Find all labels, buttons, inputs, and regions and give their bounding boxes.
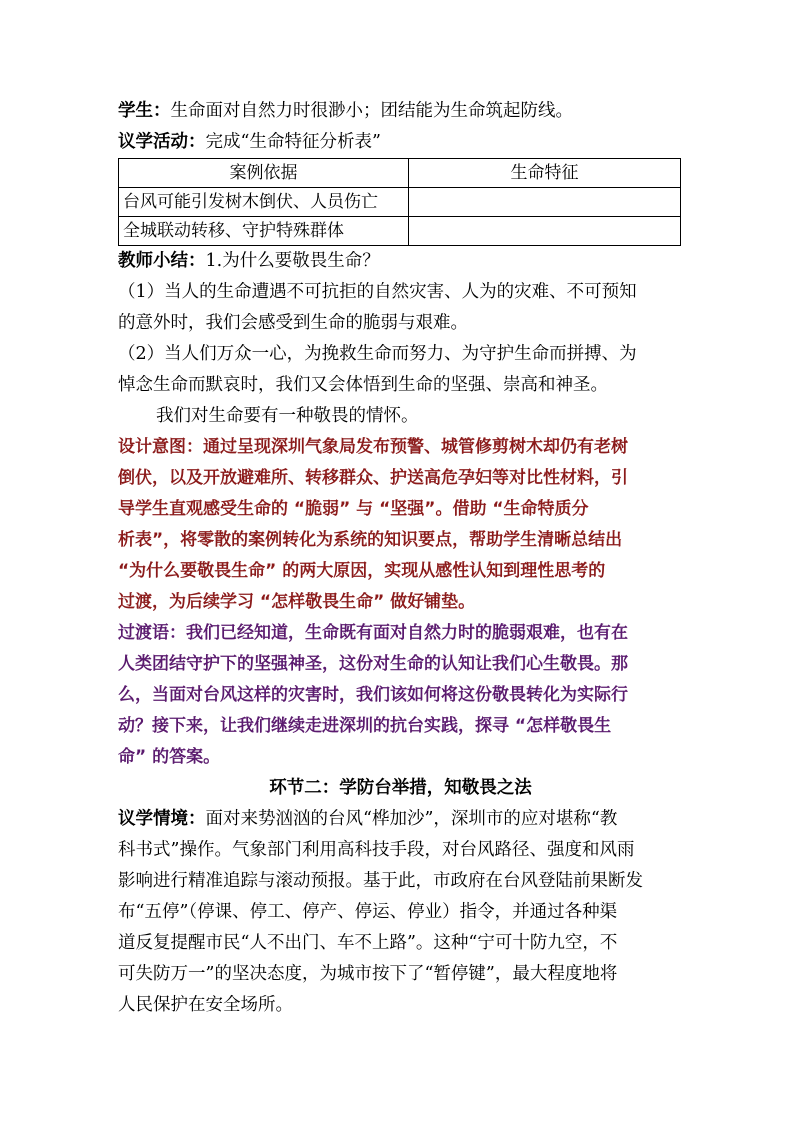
document-page (118, 96, 683, 1021)
table-row (119, 217, 681, 246)
transition-line: 命” 的答案。 (118, 747, 221, 767)
design-intent (118, 432, 683, 618)
design-line: 析表”，将零散的案例转化为系统的知识要点，帮助学生清晰总结出 (118, 530, 623, 550)
point-1-line-1: （1）当人的生命遭遇不可抗拒的自然灾害、人为的灾难、不可预知 (118, 282, 637, 302)
activity-line (118, 127, 683, 158)
table-cell-empty (409, 188, 681, 217)
table-header-feature: 生命特征 (409, 159, 681, 188)
table-header-row (119, 159, 681, 188)
situation-line: 科书式”操作。气象部门利用高科技手段，对台风路径、强度和风雨 (118, 840, 635, 860)
situation-line: 影响进行精准追踪与滚动预报。基于此，市政府在台风登陆前果断发 (118, 871, 643, 891)
design-line: 导学生直观感受生命的 “脆弱” 与 “坚强”。借助 “生命特质分 (118, 499, 589, 519)
student-text: 生命面对自然力时很渺小；团结能为生命筑起防线。 (170, 101, 573, 121)
summary-label: 教师小结： (118, 251, 206, 271)
situation-line (118, 804, 683, 835)
table-cell: 台风可能引发树木倒伏、人员伤亡 (119, 188, 409, 217)
summary-line (118, 246, 683, 277)
section-title: 环节二：学防台举措，知敬畏之法 (269, 778, 532, 798)
activity-text: 完成“生命特征分析表” (205, 132, 381, 152)
table-cell: 全城联动转移、守护特殊群体 (119, 217, 409, 246)
point-2-line-2: 悼念生命而默哀时，我们又会体悟到生命的坚强、崇高和神圣。 (118, 375, 608, 395)
student-line (118, 96, 683, 127)
transition-text (118, 618, 683, 773)
design-line: 过渡，为后续学习 “怎样敬畏生命” 做好铺垫。 (118, 592, 476, 612)
situation-line: 可失防万一”的坚决态度，为城市按下了“暂停键”，最大程度地将 (118, 964, 618, 984)
design-line: “为什么要敬畏生命” 的两大原因，实现从感性认知到理性思考的 (118, 561, 606, 581)
design-line: 设计意图：通过呈现深圳气象局发布预警、城管修剪树木却仍有老树 (118, 437, 628, 457)
activity-label: 议学活动： (118, 132, 206, 152)
point-3: 我们对生命要有一种敬畏的情怀。 (156, 406, 419, 426)
situation-label: 议学情境： (118, 809, 206, 829)
table-header-case: 案例依据 (119, 159, 409, 188)
transition-line: 么，当面对台风这样的灾害时，我们该如何将这份敬畏转化为实际行 (118, 685, 628, 705)
point-2-line-1: （2）当人们万众一心，为挽救生命而努力、为守护生命而拼搏、为 (118, 344, 637, 364)
situation-text: 面对来势汹汹的台风“桦加沙”，深圳市的应对堪称“教 (205, 809, 618, 829)
student-label: 学生： (118, 101, 171, 121)
life-feature-table (118, 158, 681, 246)
design-line: 倒伏，以及开放避难所、转移群众、护送高危孕妇等对比性材料，引 (118, 468, 628, 488)
summary-question: 1.为什么要敬畏生命？ (205, 251, 380, 271)
transition-line: 过渡语：我们已经知道，生命既有面对自然力时的脆弱艰难，也有在 (118, 623, 628, 643)
transition-line: 人类团结守护下的坚强神圣，这份对生命的认知让我们心生敬畏。那 (118, 654, 628, 674)
situation-line: 道反复提醒市民“人不出门、车不上路”。这种“宁可十防九空，不 (118, 933, 618, 953)
transition-line: 动？接下来，让我们继续走进深圳的抗台实践，探寻 “怎样敬畏生 (118, 716, 612, 736)
situation-line: 布“五停”（停课、停工、停产、停运、停业）指令，并通过各种渠 (118, 902, 618, 922)
point-1-line-2: 的意外时，我们会感受到生命的脆弱与艰难。 (118, 313, 468, 333)
table-row (119, 188, 681, 217)
table-cell-empty (409, 217, 681, 246)
situation-line: 人民保护在安全场所。 (118, 995, 293, 1015)
situation-block (118, 804, 683, 1021)
